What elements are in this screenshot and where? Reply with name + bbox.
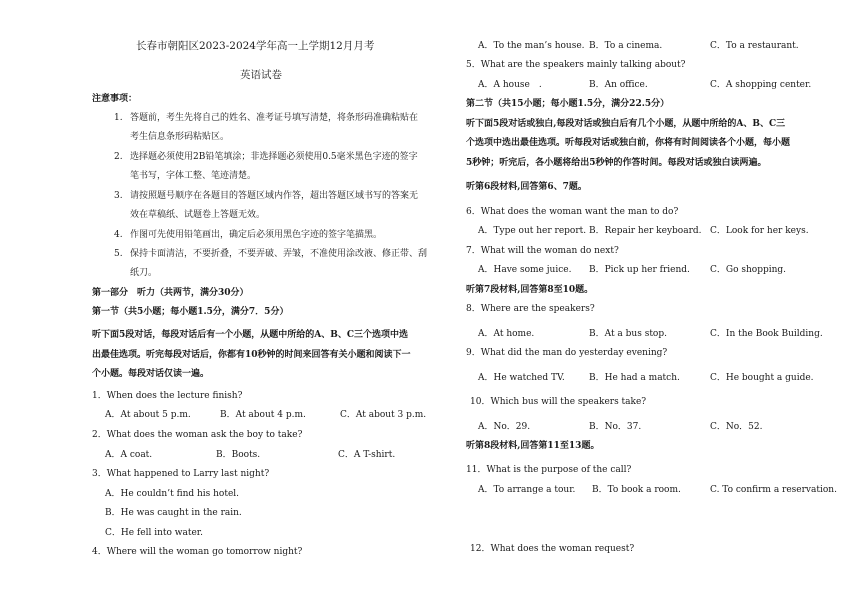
option-b: B．No．37.: [589, 422, 642, 432]
section-instruction: 听下面5段对话，每段对话后有一个小题，从题中所给的A、B、C三个选项中选: [92, 330, 409, 340]
question-stem: 12．What does the woman request?: [470, 544, 635, 554]
question-stem: 8．Where are the speakers?: [466, 304, 595, 314]
option-c: C．He fell into water.: [105, 528, 203, 538]
section-instruction: 个选项中选出最佳选项。听每段对话或独白前，你将有时间阅读各个小题，每小题: [466, 138, 791, 148]
option-b: B．He had a match.: [589, 373, 680, 383]
note-line: 请按照题号顺序在各题目的答题区域内作答，超出答题区域书写的答案无: [130, 191, 419, 201]
question-stem: 6．What does the woman want the man to do?: [466, 207, 679, 217]
option-c: C．At about 3 p.m.: [340, 410, 427, 420]
option-c: C. To confirm a reservation.: [710, 485, 837, 495]
section-instruction: 出最佳选项。听完每段对话后，你都有10秒钟的时间来回答有关小题和阅读下一: [92, 350, 411, 360]
option-c: C．A shopping center.: [710, 80, 812, 90]
option-a: A．Type out her report.: [478, 226, 587, 236]
question-stem: 5．What are the speakers mainly talking about?: [466, 60, 686, 70]
note-line: 效在草稿纸、试题卷上答题无效。: [130, 210, 266, 220]
option-a: A．He couldn’t find his hotel.: [105, 489, 240, 499]
note-line: 笔书写，字体工整、笔迹清楚。: [130, 171, 257, 181]
question-stem: 11．What is the purpose of the call?: [466, 465, 632, 475]
option-c: C．Look for her keys.: [710, 226, 809, 236]
note-line: 保持卡面清洁，不要折叠，不要弄破、弄皱，不准使用涂改液、修正带、刮: [130, 249, 428, 259]
section-instruction: 个小题。每段对话仅读一遍。: [92, 369, 210, 379]
option-b: B．Repair her keyboard.: [589, 226, 702, 236]
option-a: A．At home.: [478, 329, 535, 339]
option-c: C．No．52.: [710, 422, 763, 432]
option-b: B．Boots.: [216, 450, 261, 460]
option-c: C．A T-shirt.: [338, 450, 396, 460]
option-a: A．Have some juice.: [478, 265, 572, 275]
question-stem: 7．What will the woman do next?: [466, 246, 619, 256]
note-line: 纸刀。: [130, 268, 158, 278]
option-b: B．Pick up her friend.: [589, 265, 690, 275]
option-b: B．To a cinema.: [589, 41, 663, 51]
option-b: B．At about 4 p.m.: [220, 410, 306, 420]
material-heading: 听第6段材料,回答第6、7题。: [466, 182, 587, 192]
question-stem: 9．What did the man do yesterday evening?: [466, 348, 668, 358]
option-c: C．He bought a guide.: [710, 373, 814, 383]
question-stem: 4．Where will the woman go tomorrow night?: [92, 547, 303, 557]
material-heading: 听第8段材料,回答第11至13题。: [466, 441, 600, 451]
note-number: 4.: [114, 230, 123, 240]
section-heading: 第二节（共15小题；每小题1.5分，满分22.5分）: [466, 99, 670, 109]
section-instruction: 5秒钟；听完后，各小题将给出5秒钟的作答时间。每段对话或独白读两遍。: [466, 158, 767, 168]
option-b: B．An office.: [589, 80, 648, 90]
part-heading: 第一部分 听力（共两节，满分30分）: [92, 288, 249, 298]
option-a: A．At about 5 p.m.: [105, 410, 191, 420]
option-a: A．He watched TV.: [478, 373, 565, 383]
exam-title: 长春市朝阳区2023-2024学年高一上学期12月月考: [136, 40, 375, 52]
note-number: 2.: [114, 152, 123, 162]
exam-subtitle: 英语试卷: [240, 69, 282, 81]
question-stem: 3．What happened to Larry last night?: [92, 469, 270, 479]
note-number: 3.: [114, 191, 123, 201]
option-a: A．No．29.: [478, 422, 531, 432]
option-a: A．To the man’s house.: [478, 41, 585, 51]
option-b: B．At a bus stop.: [589, 329, 667, 339]
note-number: 5.: [114, 249, 123, 259]
section-instruction: 听下面5段对话或独白,每段对话或独白后有几个小题，从题中所给的A、B、C三: [466, 119, 786, 129]
option-a: A．A coat.: [105, 450, 153, 460]
note-line: 作图可先使用铅笔画出，确定后必须用黑色字迹的签字笔描黑。: [130, 230, 383, 240]
option-a: A．A house .: [478, 80, 542, 90]
option-c: C．To a restaurant.: [710, 41, 799, 51]
note-line: 考生信息条形码粘贴区。: [130, 132, 230, 142]
option-b: B．He was caught in the rain.: [105, 508, 242, 518]
question-stem: 10．Which bus will the speakers take?: [470, 397, 647, 407]
option-a: A．To arrange a tour.: [478, 485, 576, 495]
question-stem: 1．When does the lecture finish?: [92, 391, 243, 401]
question-stem: 2．What does the woman ask the boy to take?: [92, 430, 303, 440]
note-line: 答题前，考生先将自己的姓名、准考证号填写清楚，将条形码准确粘贴在: [130, 113, 419, 123]
note-line: 选择题必须使用2B铅笔填涂；非选择题必须使用0.5毫米黑色字迹的签字: [130, 152, 418, 162]
option-c: C．Go shopping.: [710, 265, 787, 275]
note-number: 1.: [114, 113, 123, 123]
section-heading: 第一节（共5小题；每小题1.5分，满分7．5分）: [92, 307, 289, 317]
option-c: C．In the Book Building.: [710, 329, 823, 339]
notes-heading: 注意事项：: [92, 94, 138, 104]
material-heading: 听第7段材料,回答第8至10题。: [466, 285, 594, 295]
option-b: B．To book a room.: [592, 485, 681, 495]
